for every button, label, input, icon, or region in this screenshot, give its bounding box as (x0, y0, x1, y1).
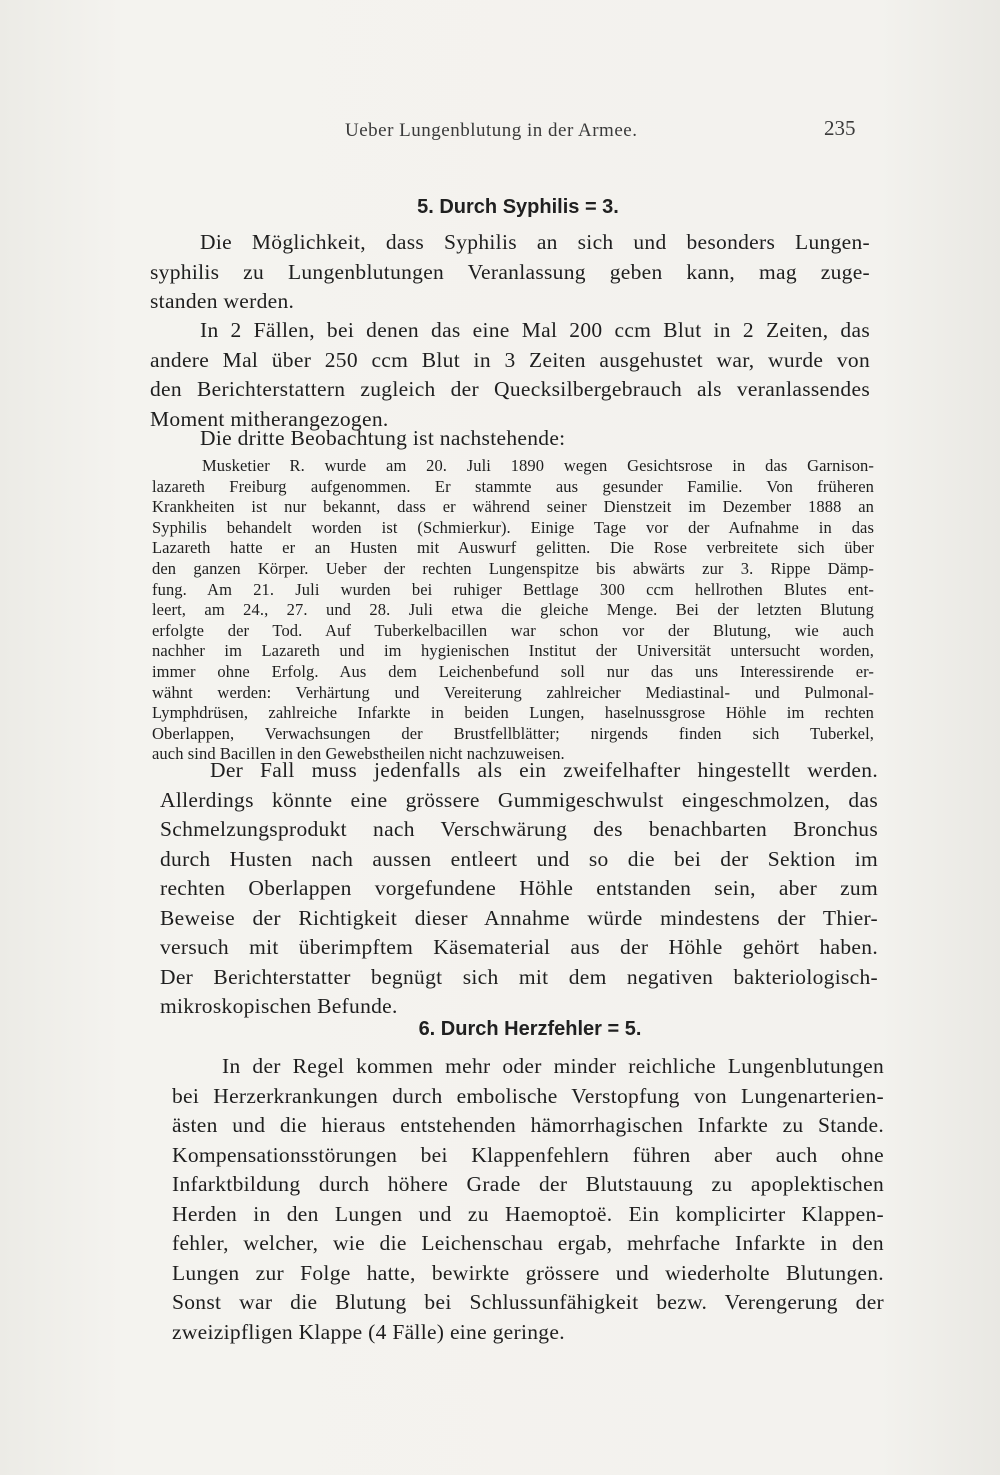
text-line: Die dritte Beobachtung ist nachstehende: (200, 426, 566, 450)
text-line: Moment mitherangezogen. (150, 406, 389, 431)
paragraph-herzfehler (172, 1052, 884, 1347)
text-line: den ganzen Körper. Ueber der rechten Lungenspitze bis abwärts zur 3. Rippe Dämp- (152, 558, 874, 578)
text-line: leert, am 24., 27. und 28. Juli etwa die gleiche Menge. Bei der letzten Blutung (152, 600, 874, 620)
text-line: Lazareth hatte er an Husten mit Auswurf gelitten. Die Rose verbreitete sich über (152, 538, 874, 558)
text-line: durch Husten nach aussen entleert und so die bei der Sektion im (160, 846, 878, 871)
case-report (152, 456, 874, 765)
section-heading-syphilis: 5. Durch Syphilis = 3. (417, 196, 619, 218)
text-line: Herden in den Lungen und zu Haemoptoë. Ein komplicirter Klappen- (172, 1201, 884, 1226)
text-line: auch sind Bacillen in den Gewebstheilen nicht nachzuweisen. (152, 744, 565, 764)
text-line: Kompensationsstörungen bei Klappenfehlern führen aber auch ohne (172, 1142, 884, 1167)
paragraph-two-cases (150, 316, 870, 434)
text-line: Syphilis behandelt worden ist (Schmierkur). Einige Tage vor der Aufnahme in das (152, 517, 874, 537)
text-line: fehler, welcher, wie die Leichenschau ergab, mehrfache Infarkte in den (172, 1231, 884, 1255)
text-line: Die Möglichkeit, dass Syphilis an sich und besonders Lungen- (200, 230, 870, 254)
text-line: In 2 Fällen, bei denen das eine Mal 200 ccm Blut in 2 Zeiten, das (200, 318, 870, 342)
text-line: Krankheiten ist nur bekannt, dass er während seiner Dienstzeit im Dezember 1888 an (152, 497, 874, 517)
text-line: standen werden. (150, 289, 295, 313)
text-line: nachher im Lazareth und im hygienischen Institut der Universität untersucht worden, (152, 641, 874, 661)
page-number: 235 (824, 116, 856, 140)
text-line: lazareth Freiburg aufgenommen. Er stammte aus gesunder Familie. Von früheren (152, 476, 874, 496)
section-heading-herzfehler: 6. Durch Herzfehler = 5. (418, 1018, 642, 1040)
text-line: Beweise der Richtigkeit dieser Annahme würde mindestens der Thier- (160, 905, 878, 930)
text-line: erfolgte der Tod. Auf Tuberkelbacillen war schon vor der Blutung, wie auch (152, 620, 874, 640)
paragraph-syphilis-intro (150, 228, 870, 317)
text-line: immer ohne Erfolg. Aus dem Leichenbefund soll nur das uns Interessirende er- (152, 661, 874, 681)
text-line: Oberlappen, Verwachsungen der Brustfellblätter; nirgends finden sich Tuberkel, (152, 723, 874, 743)
paragraph-third-observation (150, 424, 870, 454)
text-line: Lungen zur Folge hatte, bewirkte grössere und wiederholte Blutungen. (172, 1260, 884, 1285)
text-line: versuch mit überimpftem Käsematerial aus der Höhle gehört haben. (160, 935, 878, 959)
text-line: In der Regel kommen mehr oder minder reichliche Lungenblutungen (222, 1054, 884, 1078)
text-line: Der Fall muss jedenfalls als ein zweifelhafter hingestellt werden. (210, 758, 878, 782)
text-line: ästen und die hieraus entstehenden hämorrhagischen Infarkte zu Stande. (172, 1113, 884, 1137)
text-line: mikroskopischen Befunde. (160, 994, 398, 1018)
text-line: bei Herzerkrankungen durch embolische Verstopfung von Lungenarterien- (172, 1083, 884, 1108)
running-title: Ueber Lungenblutung in der Armee. (345, 120, 638, 141)
text-line: den Berichterstattern zugleich der Quecksilbergebrauch als veranlassendes (150, 377, 870, 401)
text-line: syphilis zu Lungenblutungen Veranlassung geben kann, mag zuge- (150, 259, 870, 284)
text-line: Infarktbildung durch höhere Grade der Blutstauung zu apoplektischen (172, 1172, 884, 1196)
text-line: zweizipfligen Klappe (4 Fälle) eine geringe. (172, 1319, 565, 1344)
text-line: wähnt werden: Verhärtung und Vereiterung zahlreicher Mediastinal- und Pulmonal- (152, 682, 874, 702)
text-line: fung. Am 21. Juli wurden bei ruhiger Bettlage 300 ccm hellrothen Blutes ent- (152, 579, 874, 599)
text-line: Der Berichterstatter begnügt sich mit dem negativen bakteriologisch- (160, 964, 878, 989)
text-line: Sonst war die Blutung bei Schlussunfähigkeit bezw. Verengerung der (172, 1290, 884, 1314)
text-line: Musketier R. wurde am 20. Juli 1890 wegen Gesichtsrose in das Garnison- (202, 456, 874, 475)
text-line: Schmelzungsprodukt nach Verschwärung des benachbarten Bronchus (160, 817, 878, 841)
text-line: Allerdings könnte eine grössere Gummigeschwulst eingeschmolzen, das (160, 787, 878, 812)
text-line: andere Mal über 250 ccm Blut in 3 Zeiten ausgehustet war, wurde von (150, 347, 870, 372)
text-line: rechten Oberlappen vorgefundene Höhle entstanden sein, aber zum (160, 876, 878, 900)
text-line: Lymphdrüsen, zahlreiche Infarkte in beiden Lungen, haselnussgrose Höhle im rechten (152, 703, 874, 723)
paragraph-doubtful-case (160, 756, 878, 1022)
